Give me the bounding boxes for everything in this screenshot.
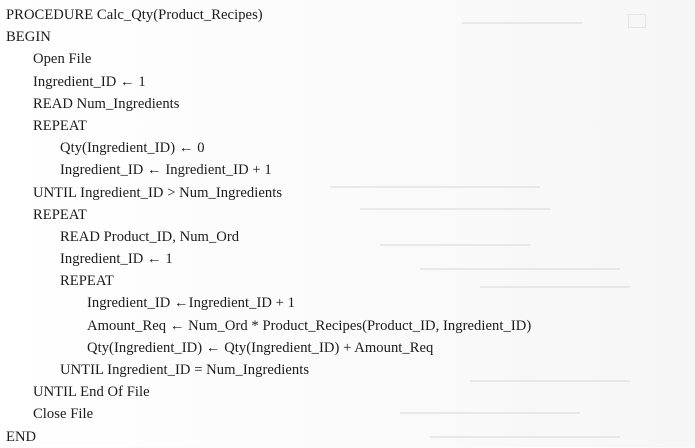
code-line: Amount_Req ← Num_Ord * Product_Recipes(Product_ID, Ingredient_ID) <box>87 317 532 334</box>
until-clause: UNTIL Ingredient_ID > Num_Ingredients <box>33 184 283 201</box>
code-line: Qty(Ingredient_ID) ← Qty(Ingredient_ID) + Amount_Req <box>87 339 434 356</box>
begin-keyword: BEGIN <box>6 29 51 46</box>
code-line: READ Num_Ingredients <box>33 95 180 112</box>
code-line: Open File <box>33 51 92 68</box>
code-line: Ingredient_ID ← Ingredient_ID + 1 <box>60 162 272 179</box>
repeat-keyword: REPEAT <box>33 117 87 134</box>
repeat-keyword: REPEAT <box>60 273 114 290</box>
code-line: Ingredient_ID ← 1 <box>60 251 173 268</box>
code-line: Ingredient_ID ←Ingredient_ID + 1 <box>87 295 295 312</box>
code-line: Close File <box>33 406 94 423</box>
procedure-header: PROCEDURE Calc_Qty(Product_Recipes) <box>6 7 263 23</box>
code-line: Qty(Ingredient_ID) ← 0 <box>60 140 205 157</box>
until-clause: UNTIL End Of File <box>33 384 150 401</box>
until-clause: UNTIL Ingredient_ID = Num_Ingredients <box>60 362 310 378</box>
repeat-keyword: REPEAT <box>33 206 87 223</box>
code-line: READ Product_ID, Num_Ord <box>60 228 240 245</box>
pseudocode-block <box>6 4 686 448</box>
end-keyword: END <box>6 428 37 445</box>
code-line: Ingredient_ID ← 1 <box>33 73 146 90</box>
